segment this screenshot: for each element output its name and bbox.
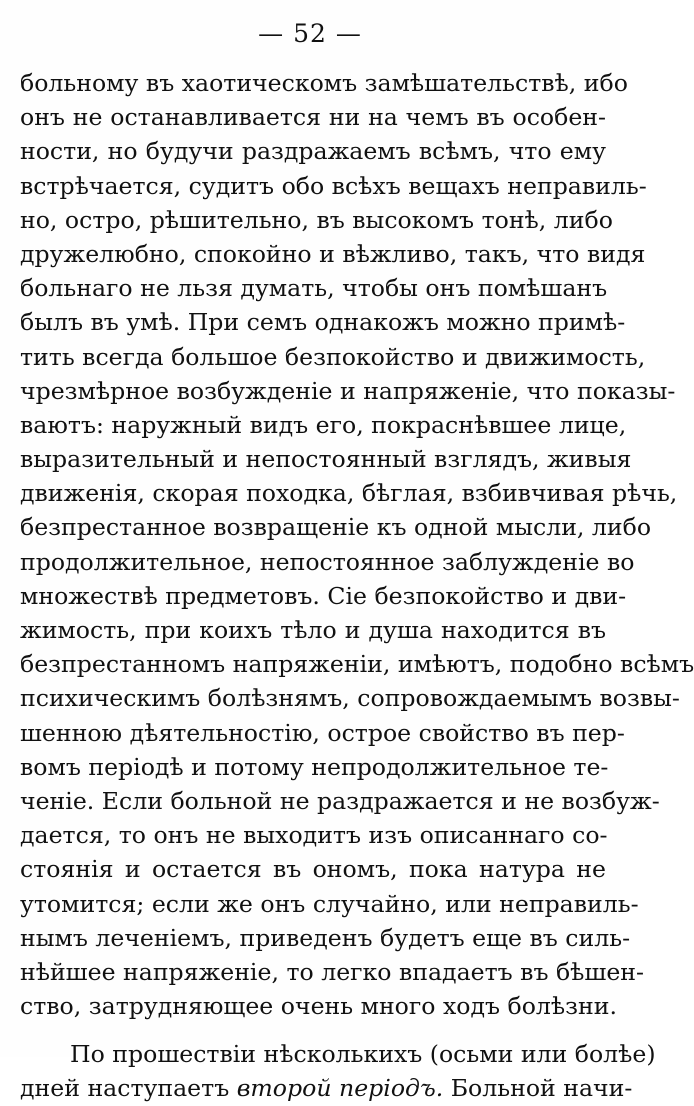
text-span: дней наступаетъ — [20, 1074, 237, 1103]
text-line: утомится; если же онъ случайно, или неправиль- — [20, 889, 639, 918]
text-line: дружелюбно, спокойно и вѣжливо, такъ, что видя — [20, 239, 646, 268]
text-line: выразительный и непостоянный взглядъ, живыя — [20, 445, 632, 474]
text-line: стоянія и остается въ ономъ, пока натура не — [20, 855, 606, 884]
text-line: продолжительное, непостоянное заблужденіе во — [20, 547, 635, 576]
text-line: нымъ леченіемъ, приведенъ будетъ еще въ силь- — [20, 923, 631, 952]
text-line: встрѣчается, судитъ обо всѣхъ вещахъ неправиль- — [20, 171, 647, 200]
text-line: былъ въ умѣ. При семъ однакожъ можно примѣ- — [20, 308, 626, 337]
text-line: безпрестанное возвращеніе къ одной мысли, либо — [20, 513, 652, 542]
text-line — [20, 1071, 633, 1105]
text-line: больнаго не льзя думать, чтобы онъ помѣшанъ — [20, 274, 608, 303]
text-line: но, остро, рѣшительно, въ высокомъ тонѣ, либо — [20, 205, 613, 234]
text-line: ченіе. Если больной не раздражается и не возбуж- — [20, 786, 660, 815]
text-line: нѣйшее напряженіе, то легко впадаетъ въ бѣшен- — [20, 957, 644, 986]
paragraph — [20, 1037, 656, 1105]
text-line: ство, затрудняющее очень много ходъ болѣзни. — [20, 992, 617, 1021]
text-line: жимость, при коихъ тѣло и душа находится въ — [20, 616, 606, 644]
text-line: чрезмѣрное возбужденіе и напряженіе, что показы- — [20, 376, 676, 405]
text-line: множествѣ предметовъ. Сіе безпокойство и дви- — [20, 581, 627, 610]
text-line: психическимъ болѣзнямъ, сопровождаемымъ возвы- — [20, 684, 680, 713]
text-line: онъ не останавливается ни на чемъ въ особен- — [20, 103, 606, 132]
page-body-text — [20, 66, 694, 1106]
italic-term: второй періодъ. — [236, 1074, 444, 1103]
text-line: шенною дѣятельностію, острое свойство въ пер- — [20, 718, 625, 747]
text-line: ваютъ: наружный видъ его, покраснѣвшее лице, — [20, 410, 627, 439]
text-line: безпрестанномъ напряженіи, имѣютъ, подобно всѣмъ — [20, 650, 694, 679]
paragraph-gap — [20, 1023, 606, 1037]
text-line: тить всегда большое безпокойство и движимость, — [20, 342, 646, 371]
text-line: вомъ періодѣ и потому непродолжительное те- — [20, 752, 609, 781]
page-number: — 52 — — [258, 19, 362, 48]
paragraph — [20, 66, 694, 1023]
text-line: По прошествіи нѣсколькихъ (осьми или болѣе) — [70, 1040, 656, 1069]
text-line: больному въ хаотическомъ замѣшательствѣ, ибо — [20, 69, 628, 97]
text-line: дается, то онъ не выходитъ изъ описаннаго со- — [20, 821, 608, 850]
text-line: движенія, скорая походка, бѣглая, взбивчивая рѣчь, — [20, 479, 678, 508]
text-span: Больной начи- — [443, 1074, 633, 1103]
text-line: ности, но будучи раздражаемъ всѣмъ, что ему — [20, 137, 606, 166]
